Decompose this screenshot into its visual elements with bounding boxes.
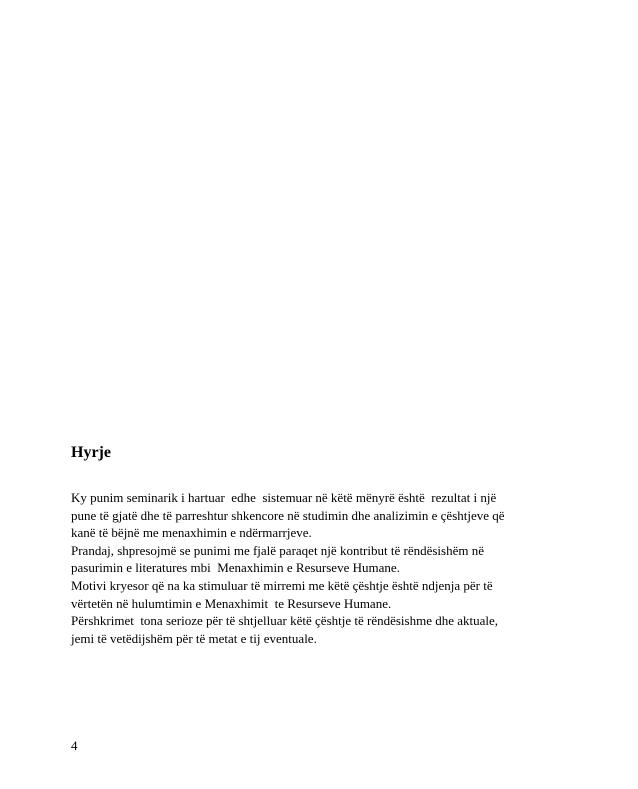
text-line: pasurimin e literatures mbi Menaxhimin e Resurseve Humane.	[71, 560, 400, 576]
body-paragraph	[71, 489, 571, 647]
text-line: Ky punim seminarik i hartuar edhe sistemuar në këtë mënyrë është rezultat i një	[71, 490, 497, 505]
page-number: 4	[71, 738, 78, 753]
text-line: pune të gjatë dhe të parreshtur shkencore në studimin dhe analizimin e çështjeve që	[71, 507, 505, 523]
text-line: vërtetën në hulumtimin e Menaxhimit te Resurseve Humane.	[71, 595, 392, 611]
section-heading: Hyrje	[71, 444, 111, 461]
text-line: Motivi kryesor që na ka stimuluar të mirremi me këtë çështje është ndjenja për të	[71, 577, 493, 593]
text-line: Prandaj, shpresojmë se punimi me fjalë paraqet një kontribut të rëndësishëm në	[71, 542, 484, 558]
text-line: kanë të bëjnë me menaxhimin e ndërmarrjeve.	[71, 525, 312, 541]
text-line: Përshkrimet tona serioze për të shtjelluar këtë çështje të rëndësishme dhe aktuale,	[71, 613, 499, 629]
text-line: jemi të vetëdijshëm për të metat e tij eventuale.	[71, 630, 317, 646]
